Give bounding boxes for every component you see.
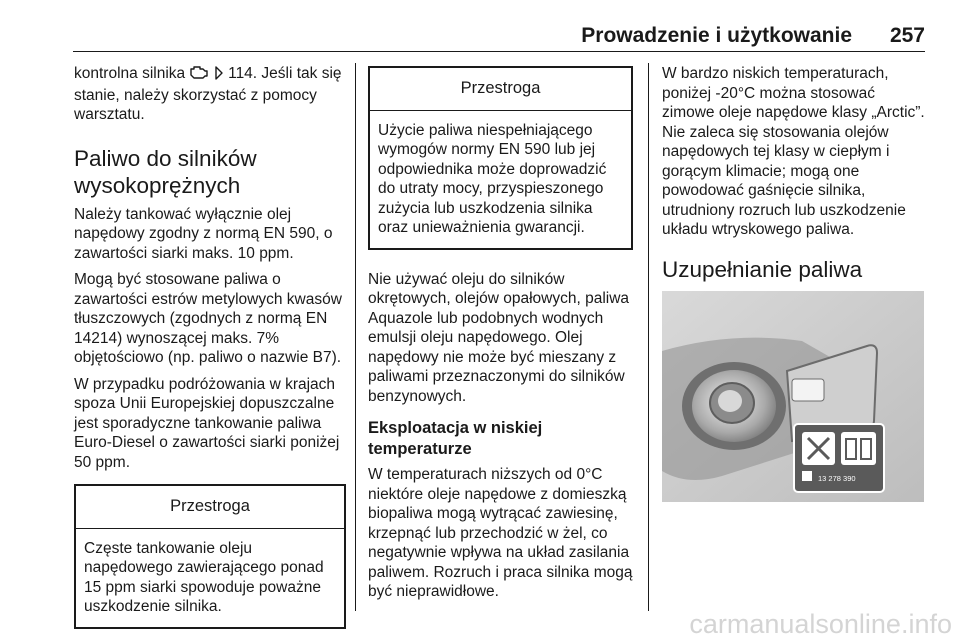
page-reference-arrow-icon <box>214 66 224 86</box>
caution-box <box>368 66 633 250</box>
paragraph: W przypadku podróżowania w krajach spoza Unii Europejskiej dopuszczalne jest sporadyczne tankowanie paliwa Euro-Diesel o zawartości siarki poniżej 50 ppm. <box>74 375 340 471</box>
paragraph: Należy tankować wyłącznie olej napędowy zgodny z normą EN 590, o zawartości siarki maks. 10 ppm. <box>74 205 333 262</box>
paragraph: W temperaturach niższych od 0°C niektóre oleje napędowe z domieszką biopaliwa mogą wytrącać zawiesinę, krzepnąć lub przechodzić w żel, co negatywnie wpływa na układ zasilania paliwem. Rozruch i praca silnika mogą być nieprawidłowe. <box>368 466 633 600</box>
caution-box <box>74 484 346 629</box>
column-1 <box>74 64 346 643</box>
image-reference-code: 13 278 390 <box>818 473 856 483</box>
paragraph: W bardzo niskich temperaturach, poniżej -20°C można stosować zimowe oleje napędowe klasy „Arctic”. Nie zaleca się stosowania olejów napędowych tej klasy w ciepłym i gorącym klimacie; mogą one powodować gaśnięcie silnika, utrudniony rozruch lub uszkodzenie układu wtryskowego paliwa. <box>662 65 925 238</box>
page-number: 257 <box>889 24 925 47</box>
intro-paragraph <box>74 64 346 125</box>
diesel-label-sticker <box>794 424 884 492</box>
column-divider-1 <box>355 63 356 611</box>
caution-title: Przestroga <box>76 486 344 529</box>
caution-title: Przestroga <box>370 68 631 111</box>
paragraph: Nie używać oleju do silników okrętowych, olejów opałowych, paliwa Aquazole lub podobnych wodnych emulsji oleju napędowego. Olej napędowy nie może być mieszany z paliwami przeznaczonymi do silników benzynowych. <box>368 270 630 405</box>
fuel-filler-illustration <box>662 291 924 502</box>
column-3 <box>662 64 927 502</box>
column-divider-2 <box>648 63 649 611</box>
column-2 <box>368 64 633 609</box>
caution-text: Częste tankowanie oleju napędowego zawierającego ponad 15 ppm siarki spowoduje poważne uszkodzenie silnika. <box>84 539 324 615</box>
caution-text: Użycie paliwa niespełniającego wymogów normy EN 590 lub jej odpowiednika może doprowadzić do utraty mocy, przyspieszonego zużycia lub uszkodzenia silnika oraz unieważnienia gwarancji. <box>378 121 607 236</box>
paragraph: Mogą być stosowane paliwa o zawartości estrów metylowych kwasów tłuszczowych (zgodnych z normą EN 14214) wynoszącej maks. 7% objętościowo (np. paliwo o nazwie B7). <box>74 271 342 366</box>
intro-text-1: kontrolna silnika <box>74 65 186 82</box>
watermark: carmanualsonline.info <box>689 609 952 639</box>
section-heading-diesel: Paliwo do silników wysokoprężnych <box>74 145 257 198</box>
engine-light-icon <box>189 65 209 86</box>
section-heading-low-temperature: Eksploatacja w niskiej temperaturze <box>368 419 543 458</box>
header-title: Prowadzenie i użytkowanie <box>581 24 852 47</box>
intro-text-2: 114. Jeśli tak się stanie, należy skorzystać z pomocy warsztatu. <box>74 65 342 123</box>
section-heading-refuelling: Uzupełnianie paliwa <box>662 256 863 282</box>
header-rule <box>73 51 925 52</box>
